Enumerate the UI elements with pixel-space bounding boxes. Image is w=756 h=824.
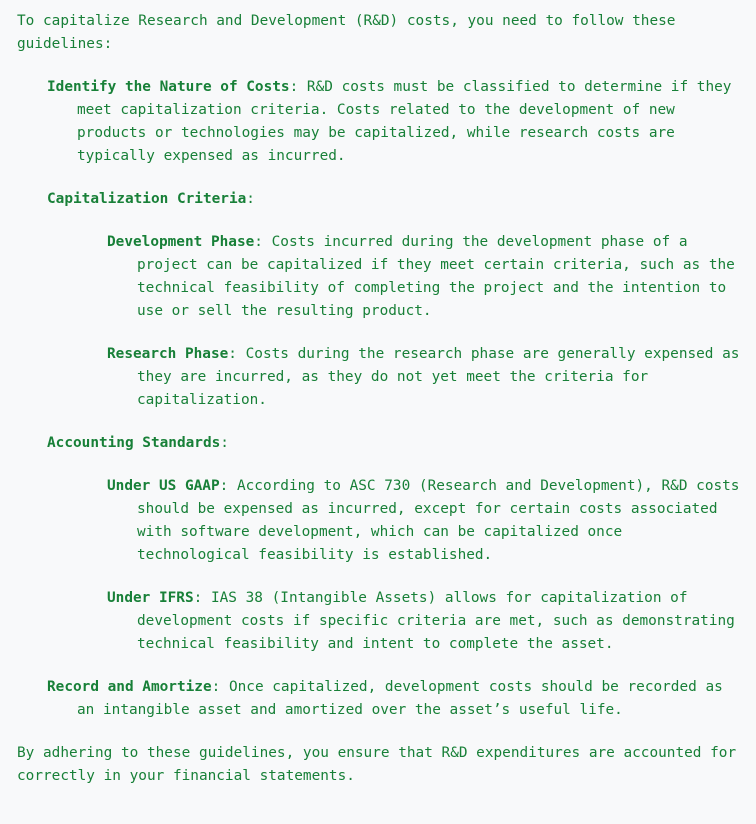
subitem-text: : IAS 38 (Intangible Assets) allows for capitalization of development costs if specific criteria are met, such as demonstrating technical feasibility and intent to complete the asset. — [137, 590, 735, 652]
subitem-term: Development Phase — [107, 234, 255, 250]
item-term: Record and Amortize — [47, 679, 212, 695]
subitem-term: Under IFRS — [107, 590, 194, 606]
item-text: : Once capitalized, development costs should be recorded as an intangible asset and amortized over the asset’s useful life. — [77, 679, 723, 718]
intro-paragraph: To capitalize Research and Development (R&D) costs, you need to follow these guidelines: — [17, 13, 676, 52]
subitem-term: Under US GAAP — [107, 478, 220, 494]
item-accounting-standards — [47, 432, 740, 455]
item-text: : — [246, 191, 255, 207]
subitem-text: : According to ASC 730 (Research and Development), R&D costs should be expensed as incurred, except for certain costs associated with software development, which can be capitalized once technological feasibility is established. — [137, 478, 740, 563]
item-text: : R&D costs must be classified to determine if they meet capitalization criteria. Costs related to the development of new products or technologies may be capitalized, while research costs are typically expensed as incurred. — [77, 79, 732, 164]
item-term: Accounting Standards — [47, 435, 221, 451]
item-text: : — [220, 435, 229, 451]
subitem-ifrs — [107, 587, 740, 656]
item-term: Identify the Nature of Costs — [47, 79, 290, 95]
subitem-us-gaap — [107, 475, 740, 567]
item-term: Capitalization Criteria — [47, 191, 247, 207]
closing-paragraph: By adhering to these guidelines, you ensure that R&D expenditures are accounted for correctly in your financial statements. — [17, 745, 737, 784]
subitem-text: : Costs during the research phase are generally expensed as they are incurred, as they do not yet meet the criteria for capitalization. — [137, 346, 740, 408]
subitem-term: Research Phase — [107, 346, 229, 362]
item-identify-nature — [47, 76, 740, 168]
subitem-research-phase — [107, 343, 740, 412]
item-capitalization-criteria — [47, 188, 740, 211]
item-record-amortize — [47, 676, 740, 722]
subitem-text: : Costs incurred during the development phase of a project can be capitalized if they meet certain criteria, such as the technical feasibility of completing the project and the intention to use or sell the resulting product. — [137, 234, 735, 319]
subitem-development-phase — [107, 231, 740, 323]
